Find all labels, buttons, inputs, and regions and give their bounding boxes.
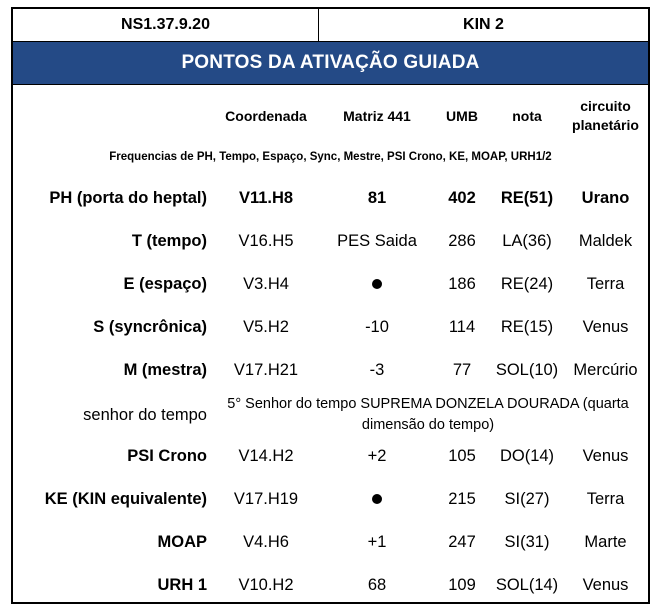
senhor-row bbox=[13, 391, 648, 439]
table-row bbox=[13, 224, 648, 258]
row-umb: 247 bbox=[448, 532, 476, 551]
row-nota: DO(14) bbox=[499, 446, 555, 465]
row-nota: RE(24) bbox=[500, 274, 554, 293]
row-circuito: Terra bbox=[586, 274, 625, 293]
row-matriz: -10 bbox=[365, 317, 389, 336]
row-coord: V10.H2 bbox=[238, 575, 294, 594]
row-circuito: Venus bbox=[582, 317, 629, 336]
row-nota: SI(27) bbox=[504, 489, 550, 508]
col-circuito bbox=[563, 87, 648, 145]
top-row bbox=[13, 9, 648, 42]
row-label: E (espaço) bbox=[123, 274, 207, 293]
row-umb: 286 bbox=[448, 231, 476, 250]
row-nota: RE(51) bbox=[500, 188, 554, 207]
table-row bbox=[13, 267, 648, 301]
row-label: PH (porta do heptal) bbox=[49, 188, 207, 207]
row-coord: V16.H5 bbox=[238, 231, 294, 250]
row-circuito: Terra bbox=[586, 489, 625, 508]
row-coord: V11.H8 bbox=[238, 188, 294, 207]
col-coordenada: Coordenada bbox=[225, 107, 307, 124]
row-matriz: +1 bbox=[367, 532, 387, 551]
table-row bbox=[13, 439, 648, 473]
table-row bbox=[13, 181, 648, 215]
row-label: KE (KIN equivalente) bbox=[44, 489, 207, 508]
activation-points-sheet bbox=[11, 7, 650, 604]
table-row bbox=[13, 525, 648, 559]
row-umb: 77 bbox=[452, 360, 472, 379]
row-label: M (mestra) bbox=[123, 360, 207, 379]
row-nota: SI(31) bbox=[504, 532, 550, 551]
senhor-label: senhor do tempo bbox=[83, 405, 207, 424]
ns-code: NS1.37.9.20 bbox=[13, 9, 319, 41]
row-umb: 105 bbox=[448, 446, 476, 465]
col-nota: nota bbox=[512, 107, 542, 124]
table-row bbox=[13, 482, 648, 516]
row-umb: 186 bbox=[448, 274, 476, 293]
bullet-dot-icon bbox=[372, 279, 382, 289]
row-label: MOAP bbox=[157, 532, 207, 551]
column-header-row bbox=[13, 87, 648, 145]
table-row bbox=[13, 568, 648, 602]
bullet-dot-icon bbox=[372, 494, 382, 504]
row-circuito: Mercúrio bbox=[573, 360, 638, 379]
row-umb: 402 bbox=[448, 188, 476, 207]
frequencias-note: Frequencias de PH, Tempo, Espaço, Sync, Mestre, PSI Crono, KE, MOAP, URH1/2 bbox=[109, 151, 552, 163]
row-nota: RE(15) bbox=[500, 317, 554, 336]
senhor-text-line1: 5° Senhor do tempo SUPREMA DONZELA DOURADA (quarta bbox=[227, 396, 629, 412]
row-matriz bbox=[321, 482, 433, 516]
table-row bbox=[13, 310, 648, 344]
col-circuito-line1: circuito bbox=[580, 98, 631, 114]
row-umb: 109 bbox=[448, 575, 476, 594]
row-matriz: 81 bbox=[367, 188, 387, 207]
row-circuito: Marte bbox=[584, 532, 627, 551]
row-matriz bbox=[321, 267, 433, 301]
row-umb: 114 bbox=[448, 317, 476, 336]
row-coord: V14.H2 bbox=[238, 446, 294, 465]
row-circuito: Venus bbox=[582, 575, 629, 594]
senhor-text-line2: dimensão do tempo) bbox=[361, 417, 495, 433]
row-coord: V17.H21 bbox=[233, 360, 299, 379]
row-coord: V17.H19 bbox=[233, 489, 299, 508]
row-nota: LA(36) bbox=[502, 231, 552, 250]
row-label: T (tempo) bbox=[131, 231, 207, 250]
row-matriz: -3 bbox=[369, 360, 385, 379]
row-nota: SOL(14) bbox=[495, 575, 559, 594]
row-circuito: Venus bbox=[582, 446, 629, 465]
banner-title: PONTOS DA ATIVAÇÃO GUIADA bbox=[13, 42, 648, 85]
kin-number: KIN 2 bbox=[463, 16, 504, 33]
table-row bbox=[13, 353, 648, 387]
row-label: URH 1 bbox=[157, 575, 207, 594]
col-circuito-line2: planetário bbox=[572, 117, 639, 133]
row-label: S (syncrônica) bbox=[93, 317, 207, 336]
row-circuito: Maldek bbox=[578, 231, 633, 250]
row-coord: V3.H4 bbox=[243, 274, 289, 293]
row-circuito: Urano bbox=[581, 188, 630, 207]
row-label: PSI Crono bbox=[127, 446, 207, 465]
row-matriz: 68 bbox=[367, 575, 387, 594]
row-matriz: +2 bbox=[367, 446, 387, 465]
col-matriz: Matriz 441 bbox=[343, 107, 411, 124]
senhor-text bbox=[218, 391, 638, 439]
row-nota: SOL(10) bbox=[495, 360, 559, 379]
row-umb: 215 bbox=[448, 489, 476, 508]
col-umb: UMB bbox=[446, 107, 478, 124]
row-coord: V4.H6 bbox=[243, 532, 289, 551]
row-matriz: PES Saida bbox=[337, 231, 417, 250]
row-coord: V5.H2 bbox=[243, 317, 289, 336]
